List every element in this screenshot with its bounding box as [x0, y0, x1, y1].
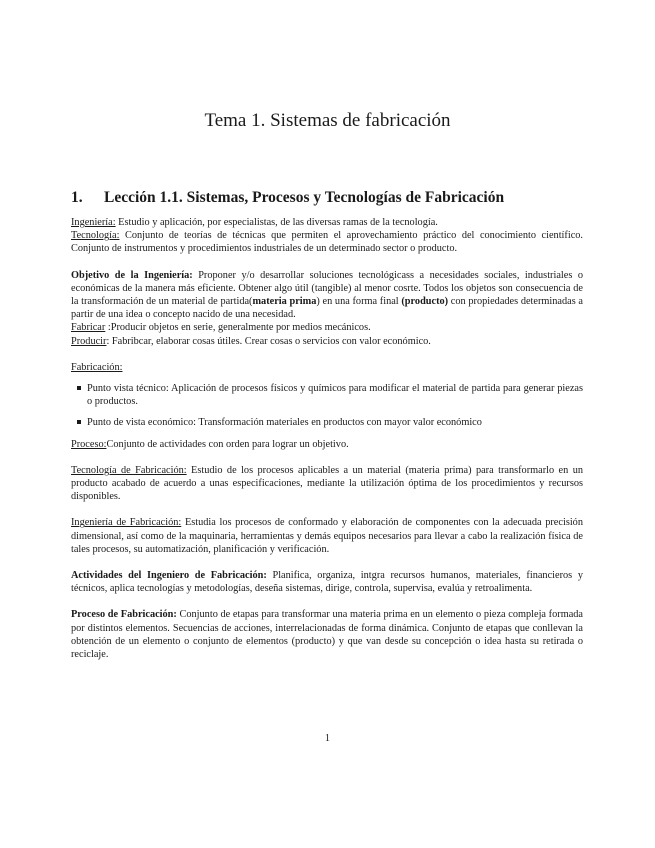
bullet-item-economico [87, 416, 583, 429]
square-bullet-icon [77, 420, 81, 424]
spacer [71, 595, 583, 608]
section-number: 1. [71, 189, 83, 206]
actividades-text: Planifica, organiza, intgra recursos humanos, materiales, financieros y técnicos, aplica tecnologías y metodologías, deseña sistemas, dirige, controla, supervisa, evalúa y retroalimenta. [71, 570, 583, 595]
ingenieria-fabricacion-text: Estudia los procesos de conformado y elaboración de componentes con la adecuada precisión dimensional, así como de la maquinaria, herramientas y demás equipos necesarios para llevar a cabo la realización física de tales procesos, su automatización, planificación y verificación. [71, 517, 583, 555]
term-ingenieria: Ingeniería: [71, 217, 116, 228]
objetivo-text-2: ) en una forma final [316, 296, 402, 308]
objetivo-text-3: con propiedades determinadas a partir de una idea o concepto nacido de una necesidad. [71, 296, 583, 321]
proceso-fabricacion-label: Proceso de Fabricación: [71, 609, 177, 621]
fabricacion-bullet-list [71, 382, 583, 430]
definition-ingenieria [71, 216, 583, 229]
definition-producir-text: : Fabribcar, elaborar cosas útiles. Crear cosas o servicios con valor económico. [106, 335, 431, 347]
term-producir: Producir [71, 335, 107, 347]
term-proceso: Proceso: [71, 438, 107, 450]
objetivo-label: Objetivo de la Ingeniería: [71, 269, 193, 281]
term-ingenieria-fabricacion: Ingeniería de Fabricación: [71, 517, 182, 529]
ingenieria-fabricacion-paragraph [71, 516, 583, 556]
section-title: Lección 1.1. Sistemas, Procesos y Tecnologías de Fabricación [104, 189, 505, 206]
document-title: Tema 1. Sistemas de fabricación [204, 110, 451, 131]
definition-producir [71, 335, 583, 348]
section-heading [71, 189, 591, 207]
objetivo-producto: (producto) [401, 296, 449, 308]
term-tecnologia: Tecnología: [71, 230, 120, 242]
objetivo-paragraph [71, 269, 583, 322]
definition-fabricar [71, 321, 583, 334]
proceso-fabricacion-text: Conjunto de etapas para transformar una materia prima en un elemento o pieza compleja formada por distintos elementos. Secuencias de acciones, interrelacionadas de forma dinámica. Conjunto de etapas que conllevan la obtención de un elemento o conjunto de elementos (producto) y que van desde su concepción o idea hasta su retirada o reciclaje. [71, 609, 583, 661]
objetivo-materia-prima: materia prima [252, 296, 317, 308]
term-fabricar: Fabricar [71, 322, 106, 334]
document-body [71, 216, 583, 661]
spacer [71, 451, 583, 464]
term-tecnologia-fabricacion: Tecnología de Fabricación: [71, 464, 187, 476]
spacer [71, 256, 583, 269]
bullet-item-tecnico [87, 382, 583, 408]
definition-tecnologia [71, 229, 583, 255]
fabricacion-heading: Fabricación: [71, 361, 123, 373]
actividades-paragraph [71, 569, 583, 595]
proceso-fabricacion-paragraph [71, 608, 583, 661]
spacer [71, 503, 583, 516]
page-number: 1 [324, 733, 331, 744]
definition-proceso-text: Conjunto de actividades con orden para lograr un objetivo. [106, 438, 349, 450]
objetivo-text-1: Proponer y/o desarrollar soluciones tecnológicass a necesidades sociales, industriales o económicas de la manera más eficiente. Obtener algo útil (tangible) al menor cosrte. Todos los objetos son consecuencia de la transformación de un material de partida( [71, 269, 583, 308]
square-bullet-icon [77, 386, 81, 390]
spacer [71, 556, 583, 569]
tecnologia-fabricacion-text: Estudio de los procesos aplicables a un material (materia prima) para transformarlo en un producto acabado de acuerdo a unas especificaciones, mediante la utilización óptima de los procedimientos y recursos disponibles. [71, 464, 583, 503]
actividades-label: Actividades del Ingeniero de Fabricación: [71, 570, 267, 582]
definition-fabricar-text: :Producir objetos en serie, generalmente por medios mecánicos. [105, 322, 371, 334]
definition-tecnologia-text: Conjunto de teorías de técnicas que permiten el aprovechamiento práctico del conocimiento científico. Conjunto de instrumentos y procedimientos industriales de un determinado sector o producto. [71, 230, 583, 255]
spacer [71, 348, 583, 361]
bullet-text-economico: Punto de vista económico: Transformación materiales en productos con mayor valor económico [87, 417, 482, 429]
definition-proceso [71, 438, 583, 451]
fabricacion-heading-line [71, 361, 583, 374]
tecnologia-fabricacion-paragraph [71, 464, 583, 504]
definition-ingenieria-text: Estudio y aplicación, por especialistas, de las diversas ramas de la tecnología. [115, 217, 438, 228]
bullet-text-tecnico: Punto vista técnico: Aplicación de procesos físicos y químicos para modificar el material de partida para generar piezas o productos. [87, 383, 583, 408]
